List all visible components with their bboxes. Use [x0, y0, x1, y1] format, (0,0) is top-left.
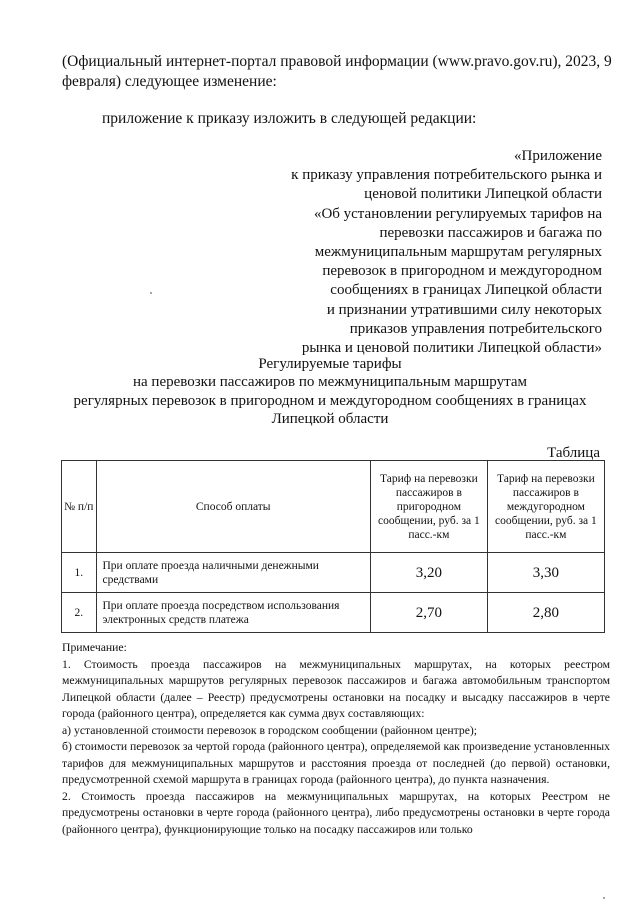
- title-line: регулярных перевозок в пригородном и междугородном сообщениях в границах: [73, 392, 587, 409]
- header-number: № п/п: [62, 461, 97, 553]
- notes-section: [62, 640, 610, 838]
- intro-line-2: февраля) следующее изменение:: [62, 72, 277, 90]
- table-label: Таблица: [547, 445, 600, 461]
- intro-paragraph: [62, 52, 612, 91]
- appendix-line: перевозок в пригородном и междугородном: [322, 263, 602, 280]
- table-row: [62, 593, 605, 633]
- note-paragraph: а) установленной стоимости перевозок в городском сообщении (районном центре);: [62, 723, 478, 737]
- row-number: 1.: [62, 553, 97, 593]
- appendix-line: и признании утратившими силу некоторых: [326, 301, 602, 318]
- document-title: [60, 355, 600, 428]
- row-suburban-tariff: 3,20: [370, 553, 487, 593]
- appendix-line: ценовой политики Липецкой области: [364, 186, 602, 203]
- notes-heading: Примечание:: [62, 641, 127, 654]
- appendix-line: перевозки пассажиров и багажа по: [379, 224, 602, 241]
- note-paragraph: б) стоимости перевозок за чертой города (районного центра), определяемой как произведение установленных тарифов для межмуниципальных маршрутов и расстояния проезда от последней (до первой) остановки, предусмотренной схемой маршрута в границах города (районного центра), до пункта назначения.: [62, 740, 610, 786]
- note-paragraph: 2. Стоимость проезда пассажиров на межмуниципальных маршрутах, на которых Реестром не предусмотрены остановки в черте города (районного центра), либо предусмотрены остановки в черте города (районного центра), функционирующие только на посадку пассажиров или только: [62, 789, 610, 836]
- appendix-line: «Об установлении регулируемых тарифов на: [313, 205, 602, 222]
- header-intercity-tariff: Тариф на перевозки пассажиров в междугородном сообщении, руб. за 1 пасс.-км: [487, 461, 604, 553]
- appendix-line: рынка и ценовой политики Липецкой области»: [301, 340, 602, 357]
- header-payment-method: Способ оплаты: [96, 461, 370, 553]
- scan-speck: [603, 897, 605, 899]
- table-row: [62, 553, 605, 593]
- note-paragraph: 1. Стоимость проезда пассажиров на межмуниципальных маршрутах, на которых реестром межмуниципальных маршрутов регулярных перевозок пассажиров и багажа автомобильным транспортом Липецкой области (далее – Реестр) предусмотрены остановки на посадку и высадку пассажиров в черте города (районного центра), определяется как сумма двух составляющих:: [62, 657, 610, 720]
- appendix-line: к приказу управления потребительского рынка и: [291, 167, 602, 184]
- title-line: на перевозки пассажиров по межмуниципальным маршрутам: [133, 374, 527, 391]
- title-line: Регулируемые тарифы: [258, 356, 402, 372]
- header-suburban-tariff: Тариф на перевозки пассажиров в пригородном сообщении, руб. за 1 пасс.-км: [370, 461, 487, 553]
- row-suburban-tariff: 2,70: [370, 593, 487, 633]
- appendix-line: сообщениях в границах Липецкой области: [330, 282, 602, 299]
- row-number: 2.: [62, 593, 97, 633]
- scan-speck: [150, 292, 152, 294]
- lead-sentence: приложение к приказу изложить в следующей редакции:: [102, 110, 477, 127]
- appendix-line: «Приложение: [513, 148, 602, 164]
- tariff-table: [61, 460, 605, 633]
- row-intercity-tariff: 3,30: [487, 553, 604, 593]
- intro-line-1: (Официальный интернет-портал правовой информации (www.pravo.gov.ru), 2023, 9: [62, 53, 612, 70]
- appendix-line: приказов управления потребительского: [349, 320, 602, 337]
- row-payment-method: При оплате проезда наличными денежными средствами: [96, 553, 370, 593]
- row-payment-method: При оплате проезда посредством использования электронных средств платежа: [96, 593, 370, 633]
- table-header-row: [62, 461, 605, 553]
- appendix-header: [202, 147, 602, 358]
- appendix-line: межмуниципальным маршрутам регулярных: [314, 244, 602, 261]
- row-intercity-tariff: 2,80: [487, 593, 604, 633]
- title-line: Липецкой области: [271, 410, 389, 427]
